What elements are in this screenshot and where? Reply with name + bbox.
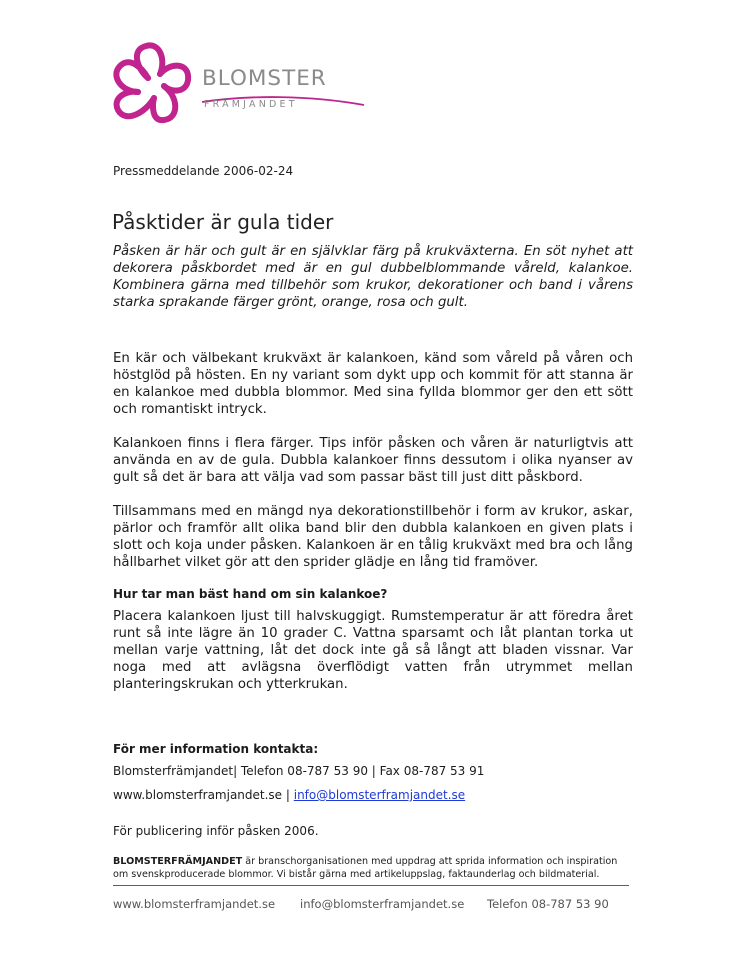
- lead-paragraph: Påsken är här och gult är en självklar färg på krukväxterna. En söt nyhet att dekorera påskbordet med är en gul dubbelblommande våreld, kalankoe. Kombinera gärna med tillbehör som krukor, dekorationer och band i vårens starka sprakande färger grönt, orange, rosa och gult.: [113, 244, 633, 310]
- press-release-dateline: Pressmeddelande 2006-02-24: [113, 164, 294, 178]
- body-paragraph: En kär och välbekant krukväxt är kalankoen, känd som våreld på våren och höstglöd på hösten. En ny variant som dykt upp och kommit för att stanna är en kalankoe med dubbla blommor. Med sina fyllda blommor ger den ett sött och romantiskt intryck.: [113, 351, 633, 417]
- contact-website: www.blomsterframjandet.se: [113, 788, 283, 802]
- care-heading: Hur tar man bäst hand om sin kalankoe?: [113, 587, 388, 601]
- logo-wordmark: BLOMSTER: [202, 66, 327, 91]
- organisation-name: BLOMSTERFRÄMJANDET: [113, 856, 243, 867]
- contact-separator: |: [282, 788, 294, 802]
- contact-phone-line: Blomsterfrämjandet| Telefon 08-787 53 90 | Fax 08-787 53 91: [113, 764, 485, 778]
- footer-divider: [113, 885, 629, 886]
- page-title: Påsktider är gula tider: [112, 210, 334, 234]
- flower-outline-icon: [108, 40, 200, 132]
- organisation-about: [113, 855, 633, 881]
- footer-email: info@blomsterframjandet.se: [300, 897, 465, 911]
- logo-subtitle: FRÄMJANDET: [204, 99, 298, 110]
- care-paragraph: Placera kalankoen ljust till halvskuggigt. Rumstemperatur är att föredra året runt så inte lägre än 10 grader C. Vattna sparsamt och låt plantan torka ut mellan varje vattning, låt det dock inte gå så långt att bladen vissnar. Var noga med att avlägsna överflödigt vatten från utrymmet mellan planteringskrukan och ytterkrukan.: [113, 609, 633, 692]
- body-paragraph: Tillsammans med en mängd nya dekorationstillbehör i form av krukor, askar, pärlor och framför allt olika band blir den dubbla kalankoen en given plats i slott och koja under påsken. Kalankoen är en tålig krukväxt med bra och lång hållbarhet vilket gör att den sprider glädje en lång tid framöver.: [113, 504, 633, 570]
- organisation-description: är branschorganisationen med uppdrag att sprida information och inspiration om svenskproducerade blommor. Vi bistår gärna med artikeluppslag, faktaunderlag och bildmaterial.: [113, 856, 618, 880]
- contact-heading: För mer information kontakta:: [113, 742, 319, 756]
- body-paragraph: Kalankoen finns i flera färger. Tips inför påsken och våren är naturligtvis att använda en av de gula. Dubbla kalankoer finns dessutom i olika nyanser av gult så det är bara att välja vad som passar bäst till just ditt påskbord.: [113, 436, 633, 485]
- footer-phone: Telefon 08-787 53 90: [487, 897, 609, 911]
- brand-logo: [108, 38, 368, 134]
- footer-website: www.blomsterframjandet.se: [113, 897, 276, 911]
- contact-email-link[interactable]: info@blomsterframjandet.se: [293, 788, 466, 802]
- publication-note: För publicering inför påsken 2006.: [113, 824, 319, 838]
- contact-web-line: [113, 788, 465, 802]
